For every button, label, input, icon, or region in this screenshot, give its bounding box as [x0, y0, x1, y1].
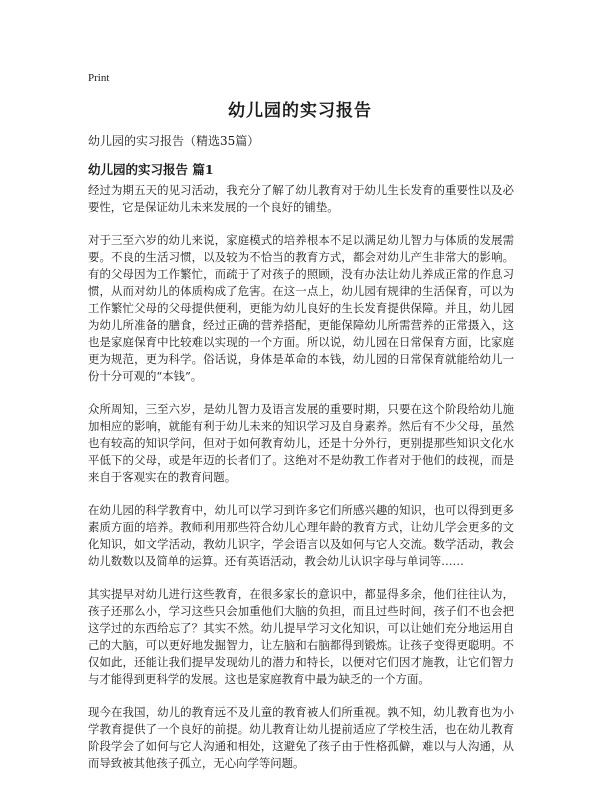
section-heading: 幼儿园的实习报告 篇1	[88, 162, 214, 177]
paragraph: 众所周知，三至六岁，是幼儿智力及语言发展的重要时期，只要在这个阶段给幼儿施加相应的影响，就能有利于幼儿未来的知识学习及自身素养。然后有不少父母，虽然也有较高的知识学问，但对于如何教育幼儿，还是十分外行，更别提那些知识文化水平低下的父母，或是年迈的长者们了。这绝对不是幼教工作者对于他们的歧视，而是来自于客观实在的教育问题。	[88, 402, 514, 484]
paragraph: 现今在我国，幼儿的教育远不及儿童的教育被人们所重视。孰不知，幼儿教育也为小学教育提供了一个良好的前提。幼儿教育让幼儿提前适应了学校生活，也在幼儿教育阶段学会了如何与它人沟通和相处，这避免了孩子由于性格孤僻，难以与人沟通，从而导致被其他孩子孤立，无心向学等问题。	[88, 705, 514, 770]
paragraph: 对于三至六岁的幼儿来说，家庭模式的培养根本不足以满足幼儿智力与体质的发展需要。不良的生活习惯，以及较为不恰当的教育方式，都会对幼儿产生非常大的影响。有的父母因为工作繁忙，而疏于了对孩子的照顾，没有办法让幼儿养成正常的作息习惯，从而对幼儿的体质构成了危害。在这一点上，幼儿园有规律的生活保育，可以为工作繁忙父母的父母提供便利，更能为幼儿良好的生长发育提供保障。并且，幼儿园为幼儿所准备的膳食，经过正确的营养搭配，更能保障幼儿所需营养的正常摄入，这也是家庭保育中比较难以实现的一个方面。所以说，幼儿园在日常保育方面，比家庭更为规范，更为科学。俗话说，身体是革命的本钱，幼儿园的日常保育就能给幼儿一份十分可观的“本钱”。	[88, 233, 514, 383]
paragraph: 在幼儿园的科学教育中，幼儿可以学习到许多它们所感兴趣的知识，也可以得到更多素质方面的培养。教师利用那些符合幼儿心理年龄的教育方式，让幼儿学会更多的文化知识，如文学活动，教幼儿识字，学会语言以及如何与它人交流。数学活动，教会幼儿数数以及简单的运算。还有英语活动，教会幼儿认识字母与单词等……	[88, 503, 514, 568]
paragraph: 经过为期五天的见习活动，我充分了解了幼儿教育对于幼儿生长发育的重要性以及必要性，它是保证幼儿未来发展的一个良好的铺垫。	[88, 183, 514, 214]
paragraph: 其实提早对幼儿进行这些教育，在很多家长的意识中，都显得多余，他们往往认为，孩子还那么小，学习这些只会加重他们大脑的负担，而且过些时间，孩子们不也会把这学过的东西给忘了？其实不然。幼儿提早学习文化知识，可以让她们充分地运用自己的大脑，可以更好地发掘智力，让左脑和右脑都得到锻炼。让孩子变得更聪明。不仅如此，还能让我们提早发现幼儿的潜力和特长，以便对它们因才施教，让它们智力与才能得到更科学的发展。这也是家庭教育中最为缺乏的一个方面。	[88, 587, 514, 686]
document-subtitle: 幼儿园的实习报告（精选35篇）	[88, 134, 260, 148]
article-body	[88, 182, 514, 788]
print-link[interactable]: Print	[88, 72, 110, 84]
page-title: 幼儿园的实习报告	[228, 101, 372, 121]
